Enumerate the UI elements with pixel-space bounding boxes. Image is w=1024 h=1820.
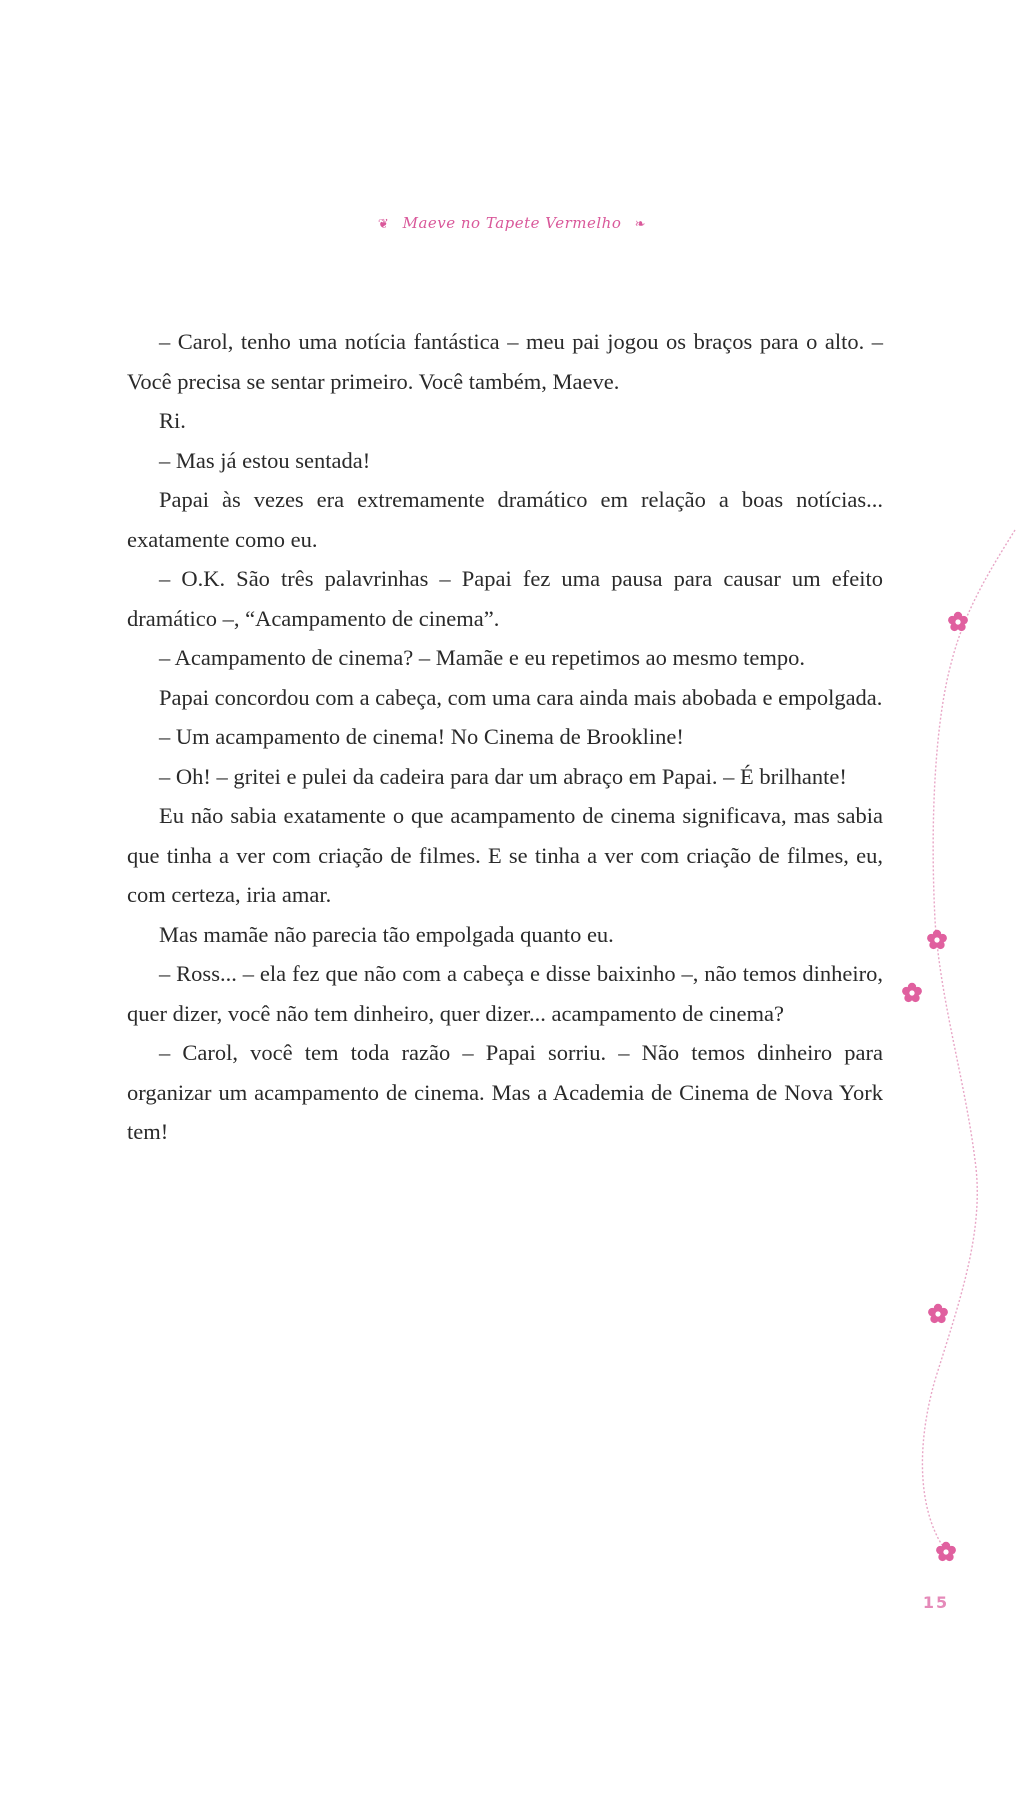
flower-icon: [936, 1542, 956, 1561]
vine-stem-icon: [922, 530, 1015, 1545]
running-header: [0, 214, 1024, 232]
paragraph: – Oh! – gritei e pulei da cadeira para dar um abraço em Papai. – É brilhante!: [159, 763, 847, 789]
flower-icon: [928, 1304, 948, 1323]
paragraph: – Carol, você tem toda razão – Papai sorriu. – Não temos dinheiro para organizar um acampamento de cinema. Mas a Academia de Cinema de Nova York tem!: [127, 1040, 883, 1144]
paragraph: Papai concordou com a cabeça, com uma cara ainda mais abobada e empolgada.: [159, 684, 883, 710]
paragraph: – Carol, tenho uma notícia fantástica – meu pai jogou os braços para o alto. – Você precisa se sentar primeiro. Você também, Maeve.: [127, 329, 883, 394]
ornament-left-icon: ❦: [377, 217, 390, 232]
flower-icon: [902, 983, 922, 1002]
paragraph: – Um acampamento de cinema! No Cinema de Brookline!: [159, 724, 684, 749]
paragraph: Eu não sabia exatamente o que acampamento de cinema significava, mas sabia que tinha a ver com criação de filmes. E se tinha a ver com criação de filmes, eu, com certeza, iria amar.: [127, 803, 883, 907]
flower-icon: [948, 612, 968, 631]
page-number: 15: [922, 1593, 950, 1612]
paragraph: Mas mamãe não parecia tão empolgada quanto eu.: [159, 921, 614, 947]
paragraph: Papai às vezes era extremamente dramático em relação a boas notícias... exatamente como eu.: [127, 487, 883, 552]
paragraph: Ri.: [159, 408, 186, 433]
page-body: [127, 322, 883, 1152]
book-title: Maeve no Tapete Vermelho: [402, 214, 622, 232]
paragraph: – Mas já estou sentada!: [159, 447, 371, 473]
paragraph: – Acampamento de cinema? – Mamãe e eu repetimos ao mesmo tempo.: [159, 645, 806, 670]
paragraph: – O.K. São três palavrinhas – Papai fez uma pausa para causar um efeito dramático –, “Acampamento de cinema”.: [127, 566, 883, 631]
paragraph: – Ross... – ela fez que não com a cabeça e disse baixinho –, não temos dinheiro, quer dizer, você não tem dinheiro, quer dizer... acampamento de cinema?: [127, 961, 883, 1026]
ornament-right-icon: ❧: [634, 217, 647, 232]
flower-icon: [927, 930, 947, 949]
flower-icons: [902, 612, 968, 1561]
